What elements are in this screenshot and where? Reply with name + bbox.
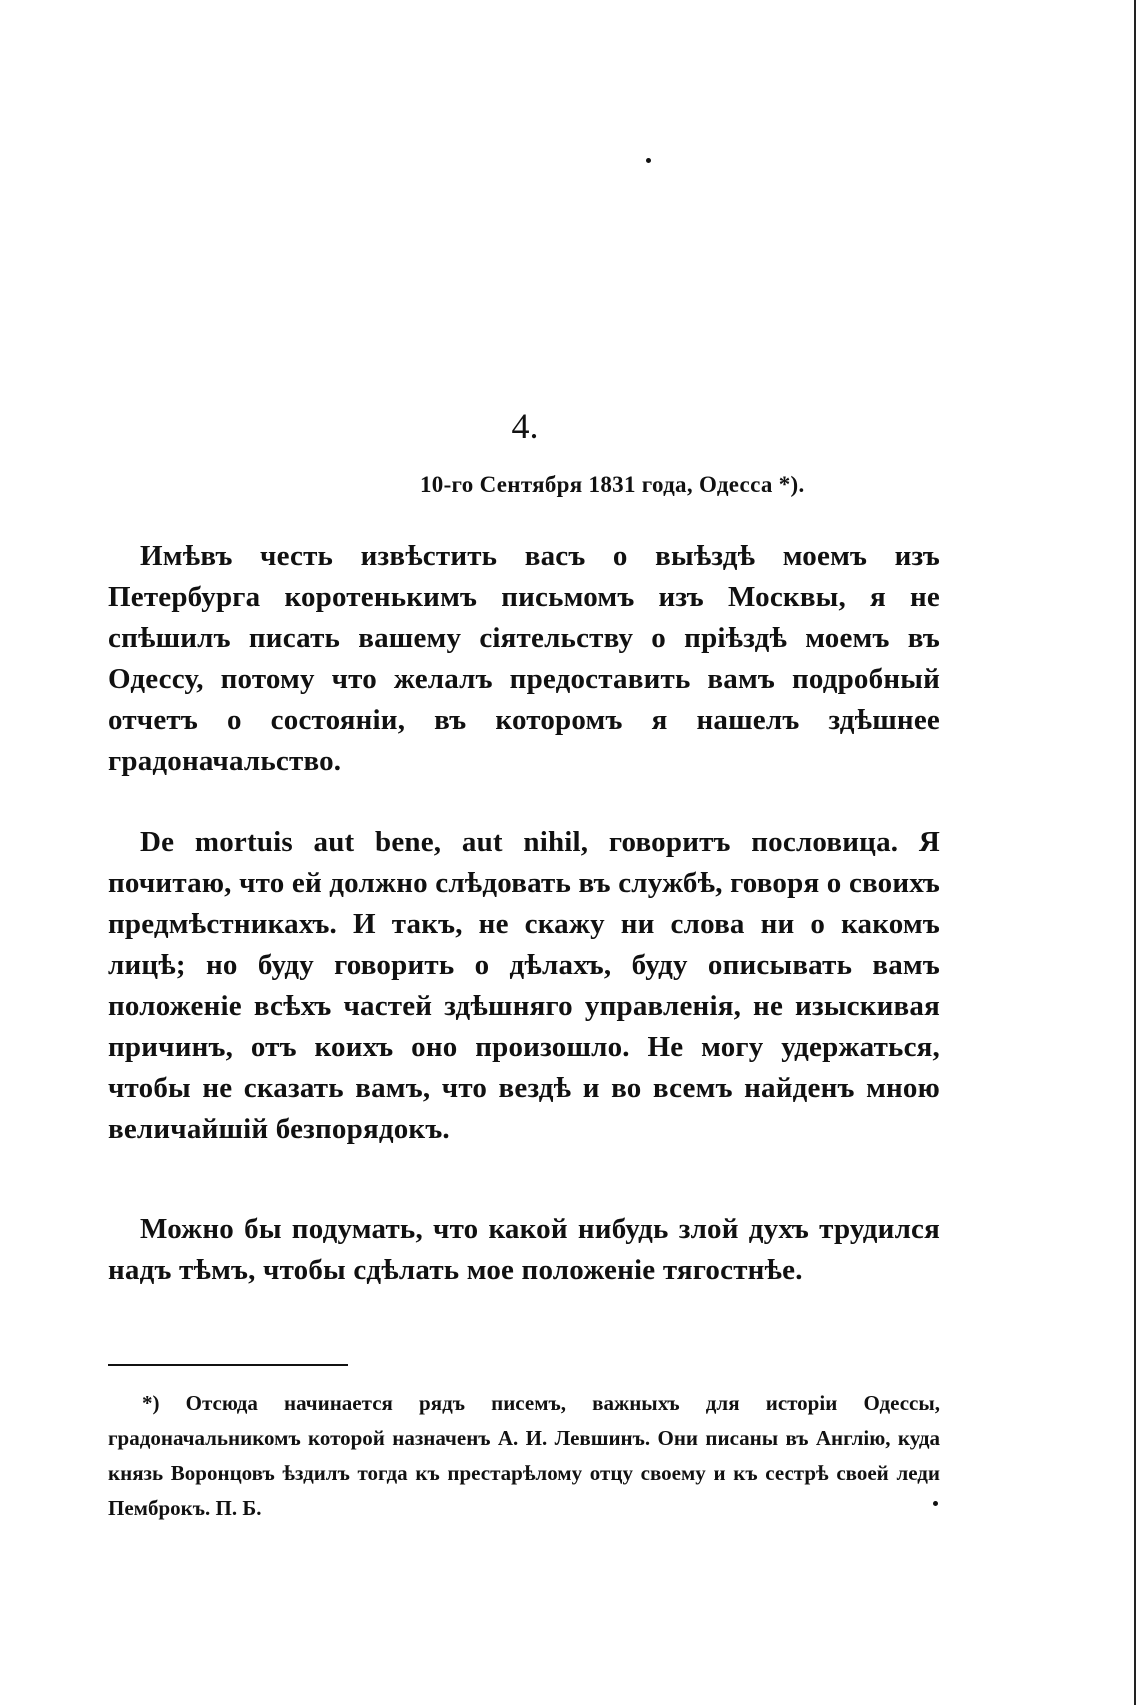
body-paragraph xyxy=(108,536,940,782)
letter-number: 4. xyxy=(511,406,539,446)
footnote-text: *) Отсюда начинается рядъ писемъ, важныхъ для исторіи Одессы, градоначальникомъ которой назначенъ А. И. Левшинъ. Они писаны въ Англію, куда князь Воронцовъ ѣздилъ тогда къ престарѣлому отцу своему и къ сестрѣ своей леди Пемброкъ. П. Б. xyxy=(108,1391,940,1520)
paragraph-text: Можно бы подумать, что какой нибудь злой духъ трудился надъ тѣмъ, чтобы сдѣлать мое положеніе тягостнѣе. xyxy=(108,1213,940,1286)
footnote-separator xyxy=(108,1364,348,1366)
page-edge-line xyxy=(1134,0,1136,1705)
ink-speck xyxy=(646,158,651,163)
paragraph-text: Имѣвъ честь извѣстить васъ о выѣздѣ моемъ изъ Петербурга коротенькимъ письмомъ изъ Москвы, я не спѣшилъ писать вашему сіятельству о пріѣздѣ моемъ въ Одессу, потому что желалъ предоставить вамъ подробный отчетъ о состояніи, въ которомъ я нашелъ здѣшнее градоначальство. xyxy=(108,540,940,777)
body-paragraph xyxy=(108,1209,940,1291)
letter-dateline: 10-го Сентября 1831 года, Одесса *). xyxy=(420,472,805,497)
body-paragraph xyxy=(108,822,940,1150)
paragraph-text: De mortuis aut bene, aut nihil, говоритъ пословица. Я почитаю, что ей должно слѣдовать въ службѣ, говоря о своихъ предмѣстникахъ. И такъ, не скажу ни слова ни о какомъ лицѣ; но буду говорить о дѣлахъ, буду описывать вамъ положеніе всѣхъ частей здѣшняго управленія, не изыскивая причинъ, отъ коихъ оно произошло. Не могу удержаться, чтобы не сказать вамъ, что вездѣ и во всемъ найденъ мною величайшій безпорядокъ. xyxy=(108,826,940,1145)
